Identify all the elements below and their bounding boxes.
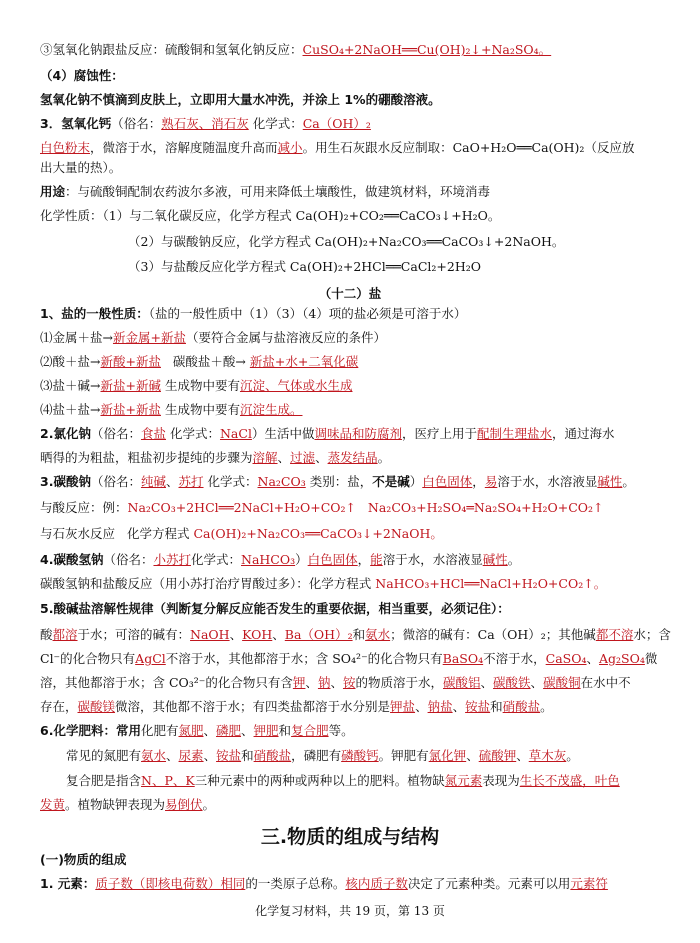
line-caoh2-uses [40,184,490,200]
heading-caoh2 [40,116,371,132]
fill-answer: 钠 [317,675,331,690]
text: （十二）盐 [318,286,382,301]
line-solubility-3 [40,675,631,691]
text: 、 [315,450,328,465]
text: 、 [530,675,544,690]
fill-answer: 新金属+新盐 [112,330,186,345]
text: 于水；可溶的碱有： [77,627,191,642]
fill-answer: 尿素 [178,748,204,763]
text: （4）腐蚀性： [40,68,124,83]
text: ，磷肥有 [291,748,342,763]
fill-answer: 钾肥 [253,723,279,738]
fill-answer: 都溶 [52,627,78,642]
fill-answer: 氨水 [365,627,391,642]
fill-answer: 白色固体 [422,474,473,489]
text: 5.酸碱盐溶解性规律（判断复分解反应能否发生的重要依据，相当重要，必须记住）： [40,601,510,616]
text: 、 [241,723,254,738]
fill-answer: 元素符 [570,876,608,891]
fill-answer: AgCl [135,651,166,666]
text: ③氢氧化钠跟盐反应：硫酸铜和氢氧化钠反应： [40,42,303,57]
heading-composition [40,852,126,868]
fill-answer: 硝酸盐 [253,748,292,763]
text: 。植物缺钾表现为 [65,797,166,812]
line-salt-1 [40,330,386,346]
text: 决定了元素种类。元素可以用 [407,876,571,891]
fill-answer: 新酸+新盐 [100,354,161,369]
text: （俗名： [111,116,162,131]
text: 。 [566,748,579,763]
page-footer [0,902,700,919]
fill-answer: 碱性 [482,552,508,567]
section-title: 3.碳酸钠 [40,474,91,489]
heading-corrosive [40,68,124,84]
fill-answer: 碱性 [597,474,623,489]
equation: Ca(OH)₂+Na₂CO₃══CaCO₃↓+2NaOH。 [193,526,443,541]
text: 溶于水，水溶液显 [497,474,598,489]
text: ，医疗上用于 [401,426,477,441]
line-nahco3 [40,552,520,568]
line-salt-general [40,306,466,322]
text: 表现为 [482,773,520,788]
fill-answer: 能 [370,552,383,567]
fill-answer: 熟石灰、消石灰 [161,116,249,131]
text: （俗名： [90,426,141,441]
text: 。钾肥有 [378,748,429,763]
fill-answer: 碳酸铝 [443,675,481,690]
line-corrosive-note [40,92,441,108]
text: 不是碱 [372,474,410,489]
text: 化肥有 [140,723,179,738]
text: 。 [377,450,391,465]
text: 三种元素中的两种或两种以上的肥料。植物缺 [194,773,445,788]
fill-answer: 铵 [342,675,356,690]
section-title: 2.氯化钠 [40,426,91,441]
line-solubility-4 [40,699,553,715]
line-fertilizer-types [66,748,579,764]
text: 氢氧化钠不慎滴到皮肤上，立即用大量水冲洗，并涂上 1%的硼酸溶液。 [40,92,441,107]
fill-answer: 白色粉末 [40,140,91,155]
line-solubility-2 [40,651,657,667]
text: 化学式： [169,426,220,441]
fill-answer: 硝酸盐 [502,699,541,714]
text: 和 [490,699,503,714]
text: 酸 [40,627,53,642]
line-element [40,876,608,892]
text: 溶于水，溶解度随温度升高而 [115,140,278,155]
text: 、 [277,450,291,465]
text: 和 [278,723,292,738]
text: ） [295,552,308,567]
fill-answer: 纯碱 [140,474,166,489]
text: 、 [415,699,428,714]
text: ，通过海水 [552,426,615,441]
line-caoh2-chem-1 [40,208,500,224]
line-na2co3 [40,474,635,490]
equation: CuSO₄+2NaOH══Cu(OH)₂↓+Na₂SO₄。 [302,42,552,57]
fill-answer: 发黄 [40,797,66,812]
text: 复合肥是指含 [66,773,142,788]
line-naoh-salt [40,42,551,58]
text: 三.物质的组成与结构 [260,826,440,848]
text: 碳酸盐＋酸→ [172,354,246,369]
text: 。 [507,552,521,567]
text: 、 [452,699,466,714]
text: 生成物中要有 [164,402,240,417]
section-title: 3．氢氧化钙 [40,116,112,131]
text: ， [472,474,485,489]
chapter-title [0,822,700,849]
text: 存在， [40,699,78,714]
fill-answer: 生长不茂盛，叶色 [519,773,620,788]
text: 和 [352,627,366,642]
fill-answer: 减小 [277,140,303,155]
text: 微 [644,651,658,666]
line-salt-4 [40,402,302,418]
text: 常见的氮肥有 [66,748,142,763]
fill-answer: N、P、K [141,773,195,788]
text: （盐的一般性质中（1）（3）（4）项的盐必须是可溶于水） [148,306,467,321]
fill-answer: BaSO₄ [442,651,484,666]
fill-answer: 蒸发结晶 [327,450,378,465]
fill-answer: Ca（OH）₂ [302,116,371,131]
text: 、 [516,748,529,763]
line-na2co3-lime [40,526,443,542]
fill-answer: 白色固体 [307,552,358,567]
line-salt-2 [40,354,358,370]
text: 、 [165,474,179,489]
line-caoh2-props [40,140,634,156]
fill-answer: NaHCO₃ [241,552,296,567]
text: 、 [229,627,243,642]
text: 。 [540,699,553,714]
fill-answer: Ag₂SO₄ [599,651,645,666]
fill-answer: CaSO₄ [545,651,587,666]
text: 化学式： [190,552,241,567]
text: 微溶，其他都不溶于水；有四类盐都溶于水分别是 [115,699,391,714]
label: 1. 元素： [40,876,96,891]
fill-answer: 铵盐 [216,748,242,763]
text: 晒得的为粗盐，粗盐初步提纯的步骤为 [40,450,253,465]
fill-answer: NaCl [219,426,252,441]
equation: Na₂CO₃+2HCl══2NaCl+H₂O+CO₂↑ [127,500,356,515]
text: 。 [202,797,216,812]
fill-answer: 新盐+新盐 [100,402,161,417]
text: ） [409,474,423,489]
line-caoh2-chem-2 [128,234,564,250]
heading-solubility [40,601,510,617]
text: （要符合金属与盐溶液反应的条件） [185,330,386,345]
fill-answer: 苏打 [178,474,204,489]
fill-answer: 氮元素 [444,773,483,788]
line-nacl-cont [40,450,390,466]
text: 化学方程式 [126,526,190,541]
text: ）生活中做 [251,426,315,441]
section-title: 4.碳酸氢钠 [40,552,104,567]
text: （2）与碳酸钠反应，化学方程式 Ca(OH)₂+Na₂CO₃══CaCO₃↓+2NaOH。 [128,234,565,249]
text: 水；含 [633,627,671,642]
text: 不溶于水，其他都溶于水；含 SO₄²⁻的化合物只有 [165,651,443,666]
fill-answer: 都不溶 [595,627,634,642]
line-solubility-1 [40,627,671,643]
label: 1、盐的一般性质： [40,306,149,321]
text: 、 [330,675,343,690]
text: ；微溶的碱有：Ca（OH）₂；其他碱 [390,627,596,642]
fill-answer: KOH [242,627,273,642]
fill-answer: 新盐+新碱 [100,378,161,393]
label: 用途 [40,184,66,199]
text: 化学性质：（1）与二氧化碳反应，化学方程式 Ca(OH)₂+CO₂══CaCO₃↓+H₂O。 [40,208,501,223]
text: (一)物质的组成 [40,852,127,867]
line-fertilizer [40,723,354,739]
text: ⑶盐＋碱→ [40,378,101,393]
text: 碳酸氢钠和盐酸反应（用小苏打治疗胃酸过多）：化学方程式 [40,576,372,591]
fill-answer: 调味品和防腐剂 [314,426,402,441]
section-title: 6.化学肥料：常用 [40,723,141,738]
text: ⑷盐＋盐→ [40,402,101,417]
fill-answer: 氯化钾 [428,748,467,763]
text: 、 [203,748,217,763]
fill-answer: 新盐+水+二氧化碳 [249,354,359,369]
line-nacl [40,426,615,442]
line-nahco3-hcl [40,576,606,592]
text: （俗名： [90,474,141,489]
fill-answer: 磷酸钙 [341,748,379,763]
text: 化学复习材料，共 19 页，第 13 页 [255,904,445,918]
equation: NaHCO₃+HCl══NaCl+H₂O+CO₂↑。 [375,576,607,591]
fill-answer: 配制生理盐水 [476,426,552,441]
text: 、 [272,627,285,642]
fill-answer: 铵盐 [465,699,491,714]
text: 化学式： [252,116,303,131]
text: 、 [466,748,479,763]
text: 等。 [328,723,354,738]
text: 、 [480,675,494,690]
text: 的一类原子总称。 [245,876,346,891]
line-salt-3 [40,378,352,394]
line-caoh2-chem-3 [128,259,481,275]
fill-answer: 质子数（即核电荷数）相同 [95,876,246,891]
text: 、 [586,651,600,666]
fill-answer: 碳酸镁 [77,699,116,714]
text: 、 [203,723,216,738]
fill-answer: 氮肥 [178,723,204,738]
text: ，微 [90,140,116,155]
fill-answer: Ba（OH）₂ [284,627,353,642]
line-compound-fertilizer-cont [40,797,215,813]
fill-answer: 钾 [292,675,306,690]
fill-answer: 沉淀生成。 [239,402,303,417]
fill-answer: 硫酸钾 [478,748,517,763]
text: 不溶于水， [483,651,546,666]
fill-answer: 钾盐 [390,699,416,714]
text: 溶，其他都溶于水；含 CO₃²⁻的化合物只有含 [40,675,293,690]
fill-answer: 草木灰 [528,748,567,763]
text: 生成物中要有 [164,378,240,393]
fill-answer: 碳酸铜 [543,675,581,690]
fill-answer: 易倒伏 [165,797,203,812]
fill-answer: 易 [484,474,498,489]
fill-answer: 沉淀、气体或水生成 [239,378,353,393]
text: ⑵酸＋盐→ [40,354,101,369]
fill-answer: 钠盐 [427,699,453,714]
text: 化学式： [207,474,258,489]
fill-answer: NaOH [190,627,230,642]
fill-answer: Na₂CO₃ [257,474,306,489]
text: 类别：盐， [309,474,373,489]
fill-answer: 过滤 [290,450,316,465]
text: 。 [622,474,635,489]
text: Cl⁻的化合物只有 [40,651,136,666]
line-na2co3-acid [40,500,604,516]
text: 、 [166,748,179,763]
text: ， [357,552,371,567]
fill-answer: 食盐 [140,426,166,441]
text: ：与硫酸铜配制农药波尔多液，可用来降低土壤酸性，做建筑材料，环境消毒 [65,184,491,199]
text: （3）与盐酸反应化学方程式 Ca(OH)₂+2HCl══CaCl₂+2H₂O [128,259,481,274]
text: 和 [241,748,254,763]
fill-answer: 小苏打 [153,552,191,567]
fill-answer: 磷肥 [216,723,242,738]
fill-answer: 碳酸铁 [493,675,531,690]
text: 溶于水，水溶液显 [382,552,483,567]
text: 的物质溶于水， [355,675,443,690]
text: ⑴金属＋盐→ [40,330,113,345]
fill-answer: 复合肥 [291,723,329,738]
fill-answer: 溶解 [252,450,278,465]
text: 与石灰水反应 [40,526,116,541]
equation: Na₂CO₃+H₂SO₄═Na₂SO₄+H₂O+CO₂↑ [367,500,604,515]
fill-answer: 核内质子数 [345,876,408,891]
text: 与酸反应：例： [40,500,128,515]
line-compound-fertilizer [66,773,620,789]
text: 、 [305,675,318,690]
text: 。用生石灰跟水反应制取：CaO+H₂O══Ca(OH)₂（反应放 [302,140,635,155]
text: 在水中不 [580,675,631,690]
line-caoh2-props-cont [40,160,121,176]
text: （俗名： [103,552,154,567]
fill-answer: 氨水 [141,748,167,763]
section-salt-title [0,284,700,302]
text: 出大量的热）。 [40,160,122,175]
